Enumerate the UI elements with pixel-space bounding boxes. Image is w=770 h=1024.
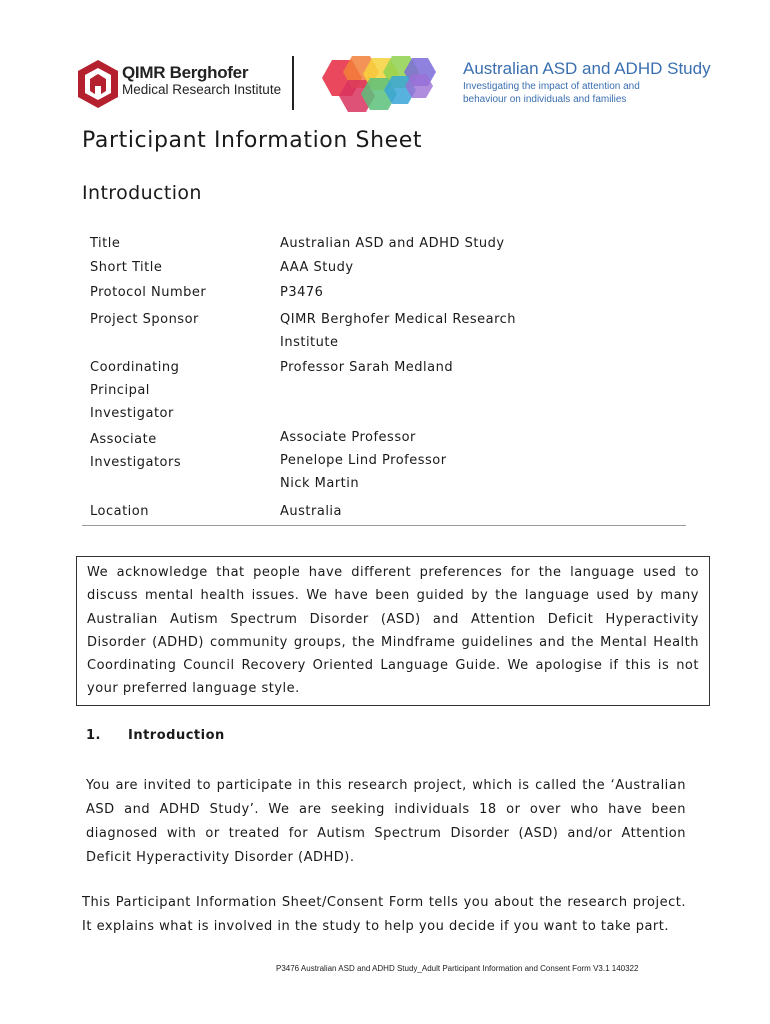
row-label: [82, 426, 272, 500]
table-row: [82, 426, 686, 500]
row-value-line: Nick Martin: [280, 476, 360, 491]
study-tagline-line-1: Investigating the impact of attention and: [463, 81, 640, 92]
row-value: AAA Study: [280, 260, 354, 275]
document-header: [0, 0, 770, 120]
row-label: Project Sponsor: [90, 312, 199, 327]
table-bottom-rule: [82, 525, 686, 526]
row-value: Professor Sarah Medland: [280, 360, 454, 375]
row-value: Australia: [280, 504, 343, 519]
table-row: [82, 500, 686, 524]
row-label: [82, 356, 272, 426]
study-hexagon-logo-icon: [308, 54, 456, 114]
header-divider: [292, 56, 294, 110]
section-number: 1.: [86, 728, 101, 743]
row-value-line: Associate Professor: [280, 430, 416, 445]
row-label: Location: [90, 504, 149, 519]
row-value-line: Penelope Lind Professor: [280, 453, 447, 468]
row-value: [272, 426, 686, 500]
section-1-heading: [86, 728, 225, 743]
row-label: Protocol Number: [90, 285, 207, 300]
table-row: [82, 232, 686, 256]
table-row: [82, 256, 686, 281]
row-value: P3476: [280, 285, 324, 300]
study-name: Australian ASD and ADHD Study: [463, 59, 711, 78]
row-value-line: QIMR Berghofer Medical Research: [280, 312, 517, 327]
study-details-table: [82, 232, 686, 524]
row-label: Title: [90, 236, 121, 251]
row-value: [272, 308, 686, 356]
table-row: [82, 356, 686, 426]
row-label-line: Principal: [90, 383, 150, 398]
org-subtitle: Medical Research Institute: [122, 82, 282, 97]
section-heading: Introduction: [82, 182, 202, 204]
row-label-line: Investigator: [90, 406, 174, 421]
row-label: Short Title: [90, 260, 163, 275]
row-label-line: Coordinating: [90, 360, 180, 375]
table-row: [82, 308, 686, 356]
qimr-shield-logo-icon: [78, 60, 118, 108]
row-label-line: Associate: [90, 432, 157, 447]
language-acknowledgement-box: We acknowledge that people have different preferences for the language used to discuss mental health issues. We have been guided by the language used by many Australian Autism Spectrum Disorder (ASD) and Attention Deficit Hyperactivity Disorder (ADHD) community groups, the Mindframe guidelines and the Mental Health Coordinating Council Recovery Oriented Language Guide. We apologise if this is not your preferred language style.: [76, 556, 710, 706]
row-value-line: Institute: [280, 335, 339, 350]
table-row: [82, 281, 686, 308]
row-label-line: Investigators: [90, 455, 182, 470]
qimr-wordmark: [122, 64, 281, 98]
study-tagline-line-2: behaviour on individuals and families: [463, 94, 627, 105]
page-title: Participant Information Sheet: [82, 128, 423, 153]
row-value: Australian ASD and ADHD Study: [280, 236, 505, 251]
study-wordmark: [463, 60, 711, 106]
intro-paragraph-1: You are invited to participate in this research project, which is called the ‘Australian ASD and ADHD Study’. We are seeking individuals 18 or over who have been diagnosed with or treated for Autism Spectrum Disorder (ASD) and/or Attention Deficit Hyperactivity Disorder (ADHD).: [86, 778, 686, 865]
intro-paragraph-2: This Participant Information Sheet/Consent Form tells you about the research project. It explains what is involved in the study to help you decide if you want to take part.: [82, 895, 686, 934]
section-title: Introduction: [128, 728, 225, 743]
org-name: QIMR Berghofer: [122, 63, 249, 82]
page-footer: P3476 Australian ASD and ADHD Study_Adult Participant Information and Consent Form V3.1 140322: [276, 964, 639, 973]
